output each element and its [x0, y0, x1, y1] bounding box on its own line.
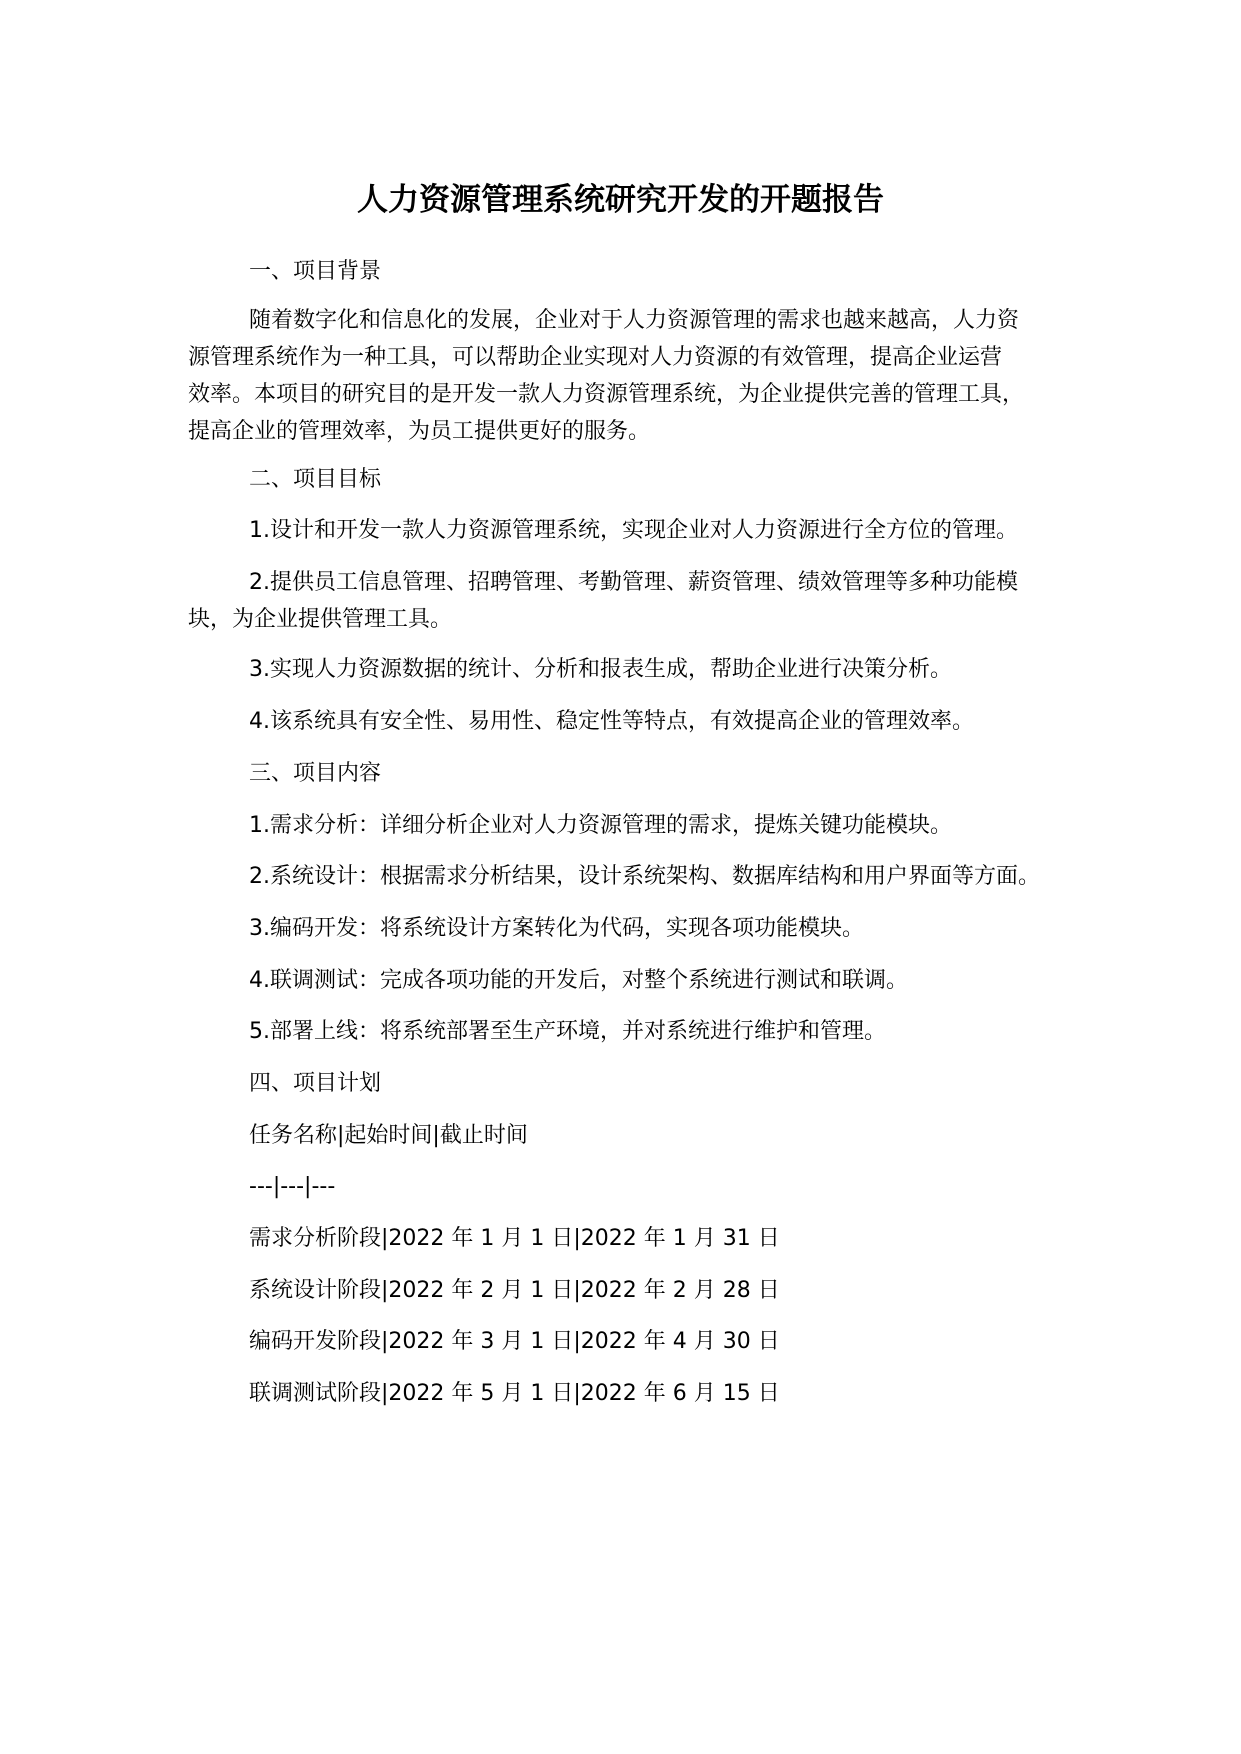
- goal-item-4: 4.该系统具有安全性、易用性、稳定性等特点，有效提高企业的管理效率。: [249, 709, 974, 734]
- content-item-5: 5.部署上线：将系统部署至生产环境，并对系统进行维护和管理。: [249, 1019, 886, 1044]
- plan-table-row: 编码开发阶段|2022 年 3 月 1 日|2022 年 4 月 30 日: [249, 1329, 780, 1354]
- goal-item-2: [188, 564, 1068, 638]
- content-item-1: 1.需求分析：详细分析企业对人力资源管理的需求，提炼关键功能模块。: [249, 813, 952, 838]
- document-title: 人力资源管理系统研究开发的开题报告: [357, 182, 884, 218]
- plan-table-row: 联调测试阶段|2022 年 5 月 1 日|2022 年 6 月 15 日: [249, 1381, 780, 1406]
- plan-table-header-row: 任务名称|起始时间|截止时间: [249, 1123, 528, 1148]
- paragraph-line: 源管理系统作为一种工具，可以帮助企业实现对人力资源的有效管理，提高企业运营: [188, 345, 1003, 370]
- content-item-4: 4.联调测试：完成各项功能的开发后，对整个系统进行测试和联调。: [249, 968, 908, 993]
- paragraph-line: 效率。本项目的研究目的是开发一款人力资源管理系统，为企业提供完善的管理工具，: [188, 382, 1025, 407]
- plan-table-row: 需求分析阶段|2022 年 1 月 1 日|2022 年 1 月 31 日: [249, 1226, 780, 1251]
- section-heading-content: 三、项目内容: [249, 761, 382, 786]
- paragraph-line: 块，为企业提供管理工具。: [188, 607, 453, 632]
- plan-table-separator-row: ---|---|---: [249, 1174, 336, 1199]
- section-heading-background: 一、项目背景: [249, 259, 382, 284]
- content-item-3: 3.编码开发：将系统设计方案转化为代码，实现各项功能模块。: [249, 916, 864, 941]
- goal-item-3: 3.实现人力资源数据的统计、分析和报表生成，帮助企业进行决策分析。: [249, 657, 952, 682]
- content-item-2: 2.系统设计：根据需求分析结果，设计系统架构、数据库结构和用户界面等方面。: [249, 864, 1040, 889]
- goal-item-1: 1.设计和开发一款人力资源管理系统，实现企业对人力资源进行全方位的管理。: [249, 518, 1018, 543]
- background-paragraph: [188, 302, 1068, 450]
- plan-table-row: 系统设计阶段|2022 年 2 月 1 日|2022 年 2 月 28 日: [249, 1278, 780, 1303]
- paragraph-line: 提高企业的管理效率，为员工提供更好的服务。: [188, 419, 651, 444]
- paragraph-line: 2.提供员工信息管理、招聘管理、考勤管理、薪资管理、绩效管理等多种功能模: [249, 570, 1018, 595]
- paragraph-line: 随着数字化和信息化的发展，企业对于人力资源管理的需求也越来越高，人力资: [249, 308, 1020, 333]
- section-heading-goals: 二、项目目标: [249, 467, 382, 492]
- section-heading-plan: 四、项目计划: [249, 1071, 382, 1096]
